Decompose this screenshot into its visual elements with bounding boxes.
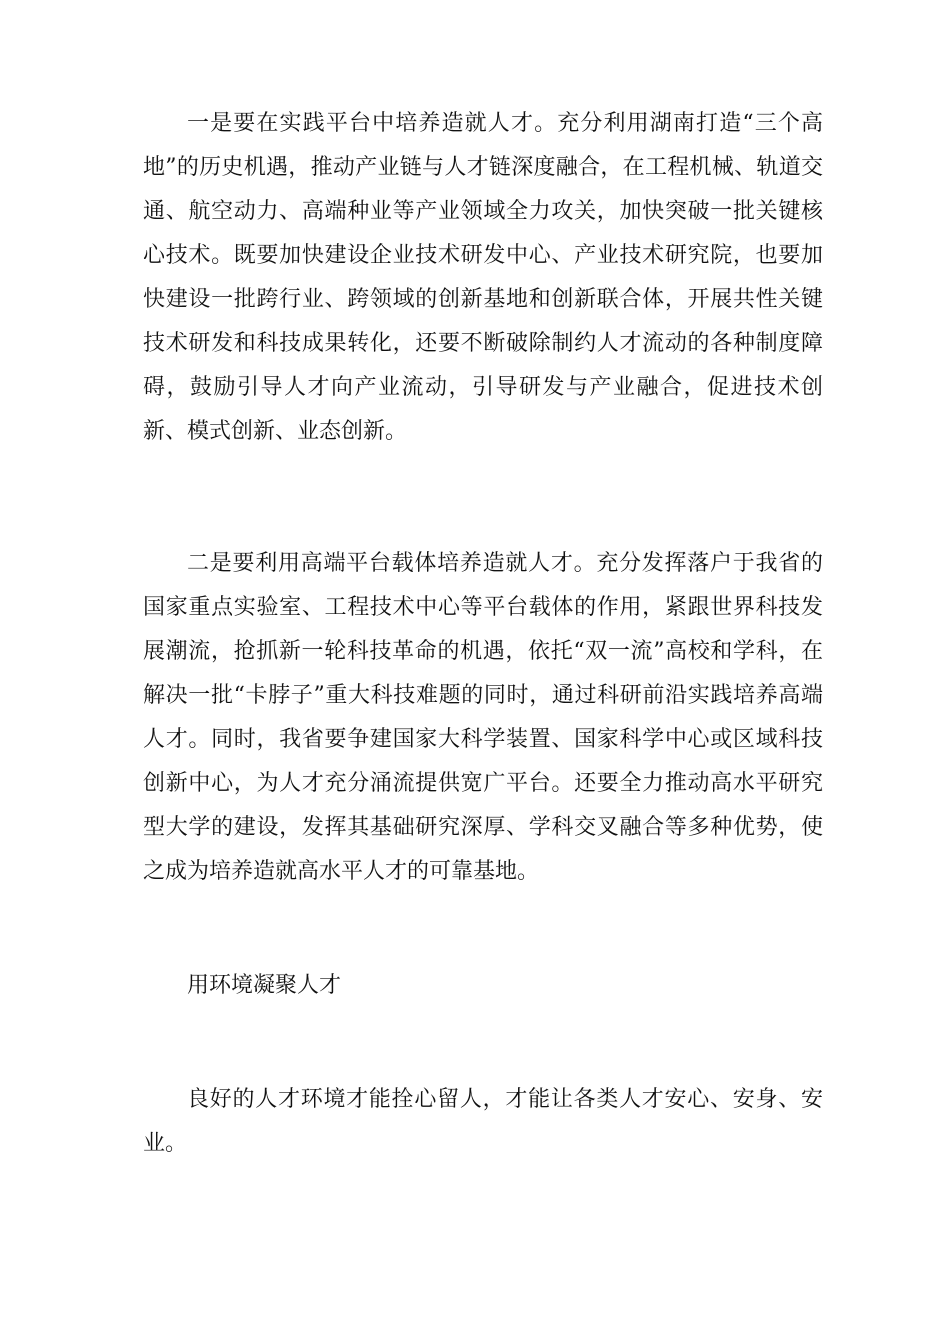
document-body (143, 102, 823, 1166)
paragraph-practice-platform: 一是要在实践平台中培养造就人才。充分利用湖南打造“三个高地”的历史机遇，推动产业链与人才链深度融合，在工程机械、轨道交通、航空动力、高端种业等产业领域全力攻关，加快突破一批关键核心技术。既要加快建设企业技术研发中心、产业技术研究院，也要加快建设一批跨行业、跨领域的创新基地和创新联合体，开展共性关键技术研发和科技成果转化，还要不断破除制约人才流动的各种制度障碍，鼓励引导人才向产业流动，引导研发与产业融合，促进技术创新、模式创新、业态创新。 (143, 111, 823, 444)
paragraph-high-end-platform: 二是要利用高端平台载体培养造就人才。充分发挥落户于我省的国家重点实验室、工程技术中心等平台载体的作用，紧跟世界科技发展潮流，抢抓新一轮科技革命的机遇，依托“双一流”高校和学科，在解决一批“卡脖子”重大科技难题的同时，通过科研前沿实践培养高端人才。同时，我省要争建国家大科学装置、国家科学中心或区域科技创新中心，为人才充分涌流提供宽广平台。还要全力推动高水平研究型大学的建设，发挥其基础研究深厚、学科交叉融合等多种优势，使之成为培养造就高水平人才的可靠基地。 (143, 551, 823, 884)
paragraph-talent-environment: 良好的人才环境才能拴心留人，才能让各类人才安心、安身、安业。 (143, 1087, 823, 1156)
section-heading: 用环境凝聚人才 (187, 973, 342, 998)
